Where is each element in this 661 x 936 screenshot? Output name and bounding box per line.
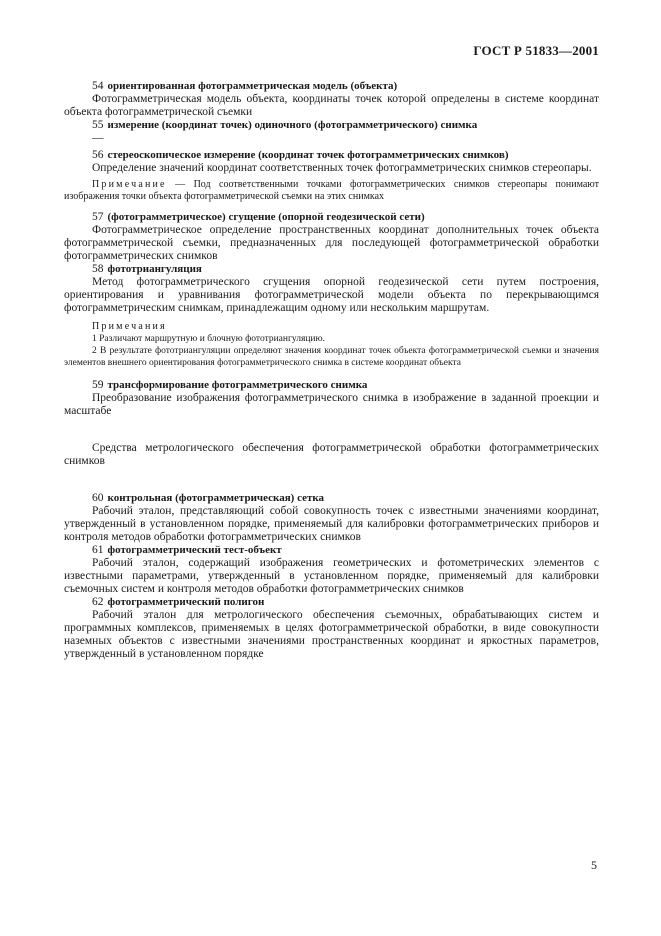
standard-code: ГОСТ Р 51833—2001 bbox=[473, 43, 599, 58]
term-title: (фотограмметрическое) сгущение (опорной геодезической сети) bbox=[107, 211, 425, 223]
term-58 bbox=[64, 263, 599, 276]
term-number: 57 bbox=[92, 211, 104, 223]
term-title: ориентированная фотограмметрическая модель (объекта) bbox=[107, 80, 398, 92]
definition-58: Метод фотограмметрического сгущения опорной геодезической сети путем построения, ориентирования и уравнивания фотограмметрической модели объекта по перекрывающимся фотограмметрическим снимкам, принадлежащим одному или нескольким маршрутам. bbox=[64, 276, 599, 314]
definition-54: Фотограмметрическая модель объекта, координаты точек которой определены в системе координат объекта фотограмметрической съемки bbox=[64, 93, 599, 118]
note-item-1: 1 Различают маршрутную и блочную фототриангуляцию. bbox=[92, 334, 325, 344]
term-59 bbox=[64, 379, 599, 392]
term-57 bbox=[64, 211, 599, 224]
definition-61: Рабочий эталон, содержащий изображения геометрических и фотометрических элементов с известными параметрами, утвержденный в установленном порядке, применяемый для калибровки съемочных систем и контроля методов обработки фотограмметрических снимков bbox=[64, 557, 599, 595]
term-title: стереоскопическое измерение (координат точек фотограмметрических снимков) bbox=[107, 149, 509, 161]
definition-60: Рабочий эталон, представляющий собой совокупность точек с известными значениями координат, утвержденный в установленном порядке, применяемый для калибровки фотограмметрических приборов и контроля методов обработки фотограмметрических снимков bbox=[64, 505, 599, 543]
term-title: фотограмметрический полигон bbox=[107, 596, 265, 608]
term-title: фототриангуляция bbox=[107, 263, 202, 275]
term-number: 59 bbox=[92, 379, 104, 391]
term-number: 56 bbox=[92, 149, 104, 161]
term-title: контрольная (фотограмметрическая) сетка bbox=[107, 492, 325, 504]
term-number: 61 bbox=[92, 544, 104, 556]
term-title: измерение (координат точек) одиночного (фотограмметрического) снимка bbox=[107, 119, 478, 131]
page-number: 5 bbox=[591, 858, 597, 872]
term-62 bbox=[64, 596, 599, 609]
term-title: фотограмметрический тест-объект bbox=[107, 544, 282, 556]
term-60 bbox=[64, 492, 599, 505]
document-body bbox=[64, 80, 599, 661]
term-number: 55 bbox=[92, 119, 104, 131]
definition-56: Определение значений координат соответственных точек фотограмметрических снимков стереопары. bbox=[92, 162, 592, 174]
definition-55: — bbox=[92, 132, 104, 144]
term-55 bbox=[64, 119, 599, 132]
note-label: Примечание bbox=[92, 179, 167, 190]
term-number: 58 bbox=[92, 263, 104, 275]
term-56 bbox=[64, 149, 599, 162]
term-number: 62 bbox=[92, 596, 104, 608]
notes-58 bbox=[64, 321, 599, 369]
section-heading: Средства метрологического обеспечения фотограмметрической обработки фотограмметрических снимков bbox=[64, 442, 599, 467]
definition-62: Рабочий эталон для метрологического обеспечения съемочных, обрабатывающих систем и программных комплексов, применяемых в целях фотограмметрической обработки, в виде совокупности наземных объектов с известными значениями пространственных координат и яркостных параметров, утвержденный в установленном порядке bbox=[64, 609, 599, 660]
term-54 bbox=[64, 80, 599, 93]
term-title: трансформирование фотограмметрического снимка bbox=[107, 379, 368, 391]
note-item-2: 2 В результате фототриангуляции определяют значения координат точек объекта фотограмметрической съемки и значения элементов внешнего ориентирования фотограмметрического снимка в системе координат объекта bbox=[64, 346, 599, 368]
notes-label: Примечания bbox=[92, 321, 167, 332]
note-text: — Под соответственными точками фотограмметрических снимков стереопары понимают изображения точки объекта фотограмметрической съемки на этих снимках bbox=[64, 179, 599, 202]
note-56 bbox=[64, 179, 599, 203]
term-number: 60 bbox=[92, 492, 104, 504]
definition-57: Фотограмметрическое определение пространственных координат дополнительных точек объекта фотограмметрической съемки, предназначенных для последующей фотограмметрической обработки фотограмметрических снимков bbox=[64, 224, 599, 262]
definition-59: Преобразование изображения фотограмметрического снимка в изображение в заданной проекции и масштабе bbox=[64, 392, 599, 417]
term-61 bbox=[64, 544, 599, 557]
term-number: 54 bbox=[92, 80, 104, 92]
